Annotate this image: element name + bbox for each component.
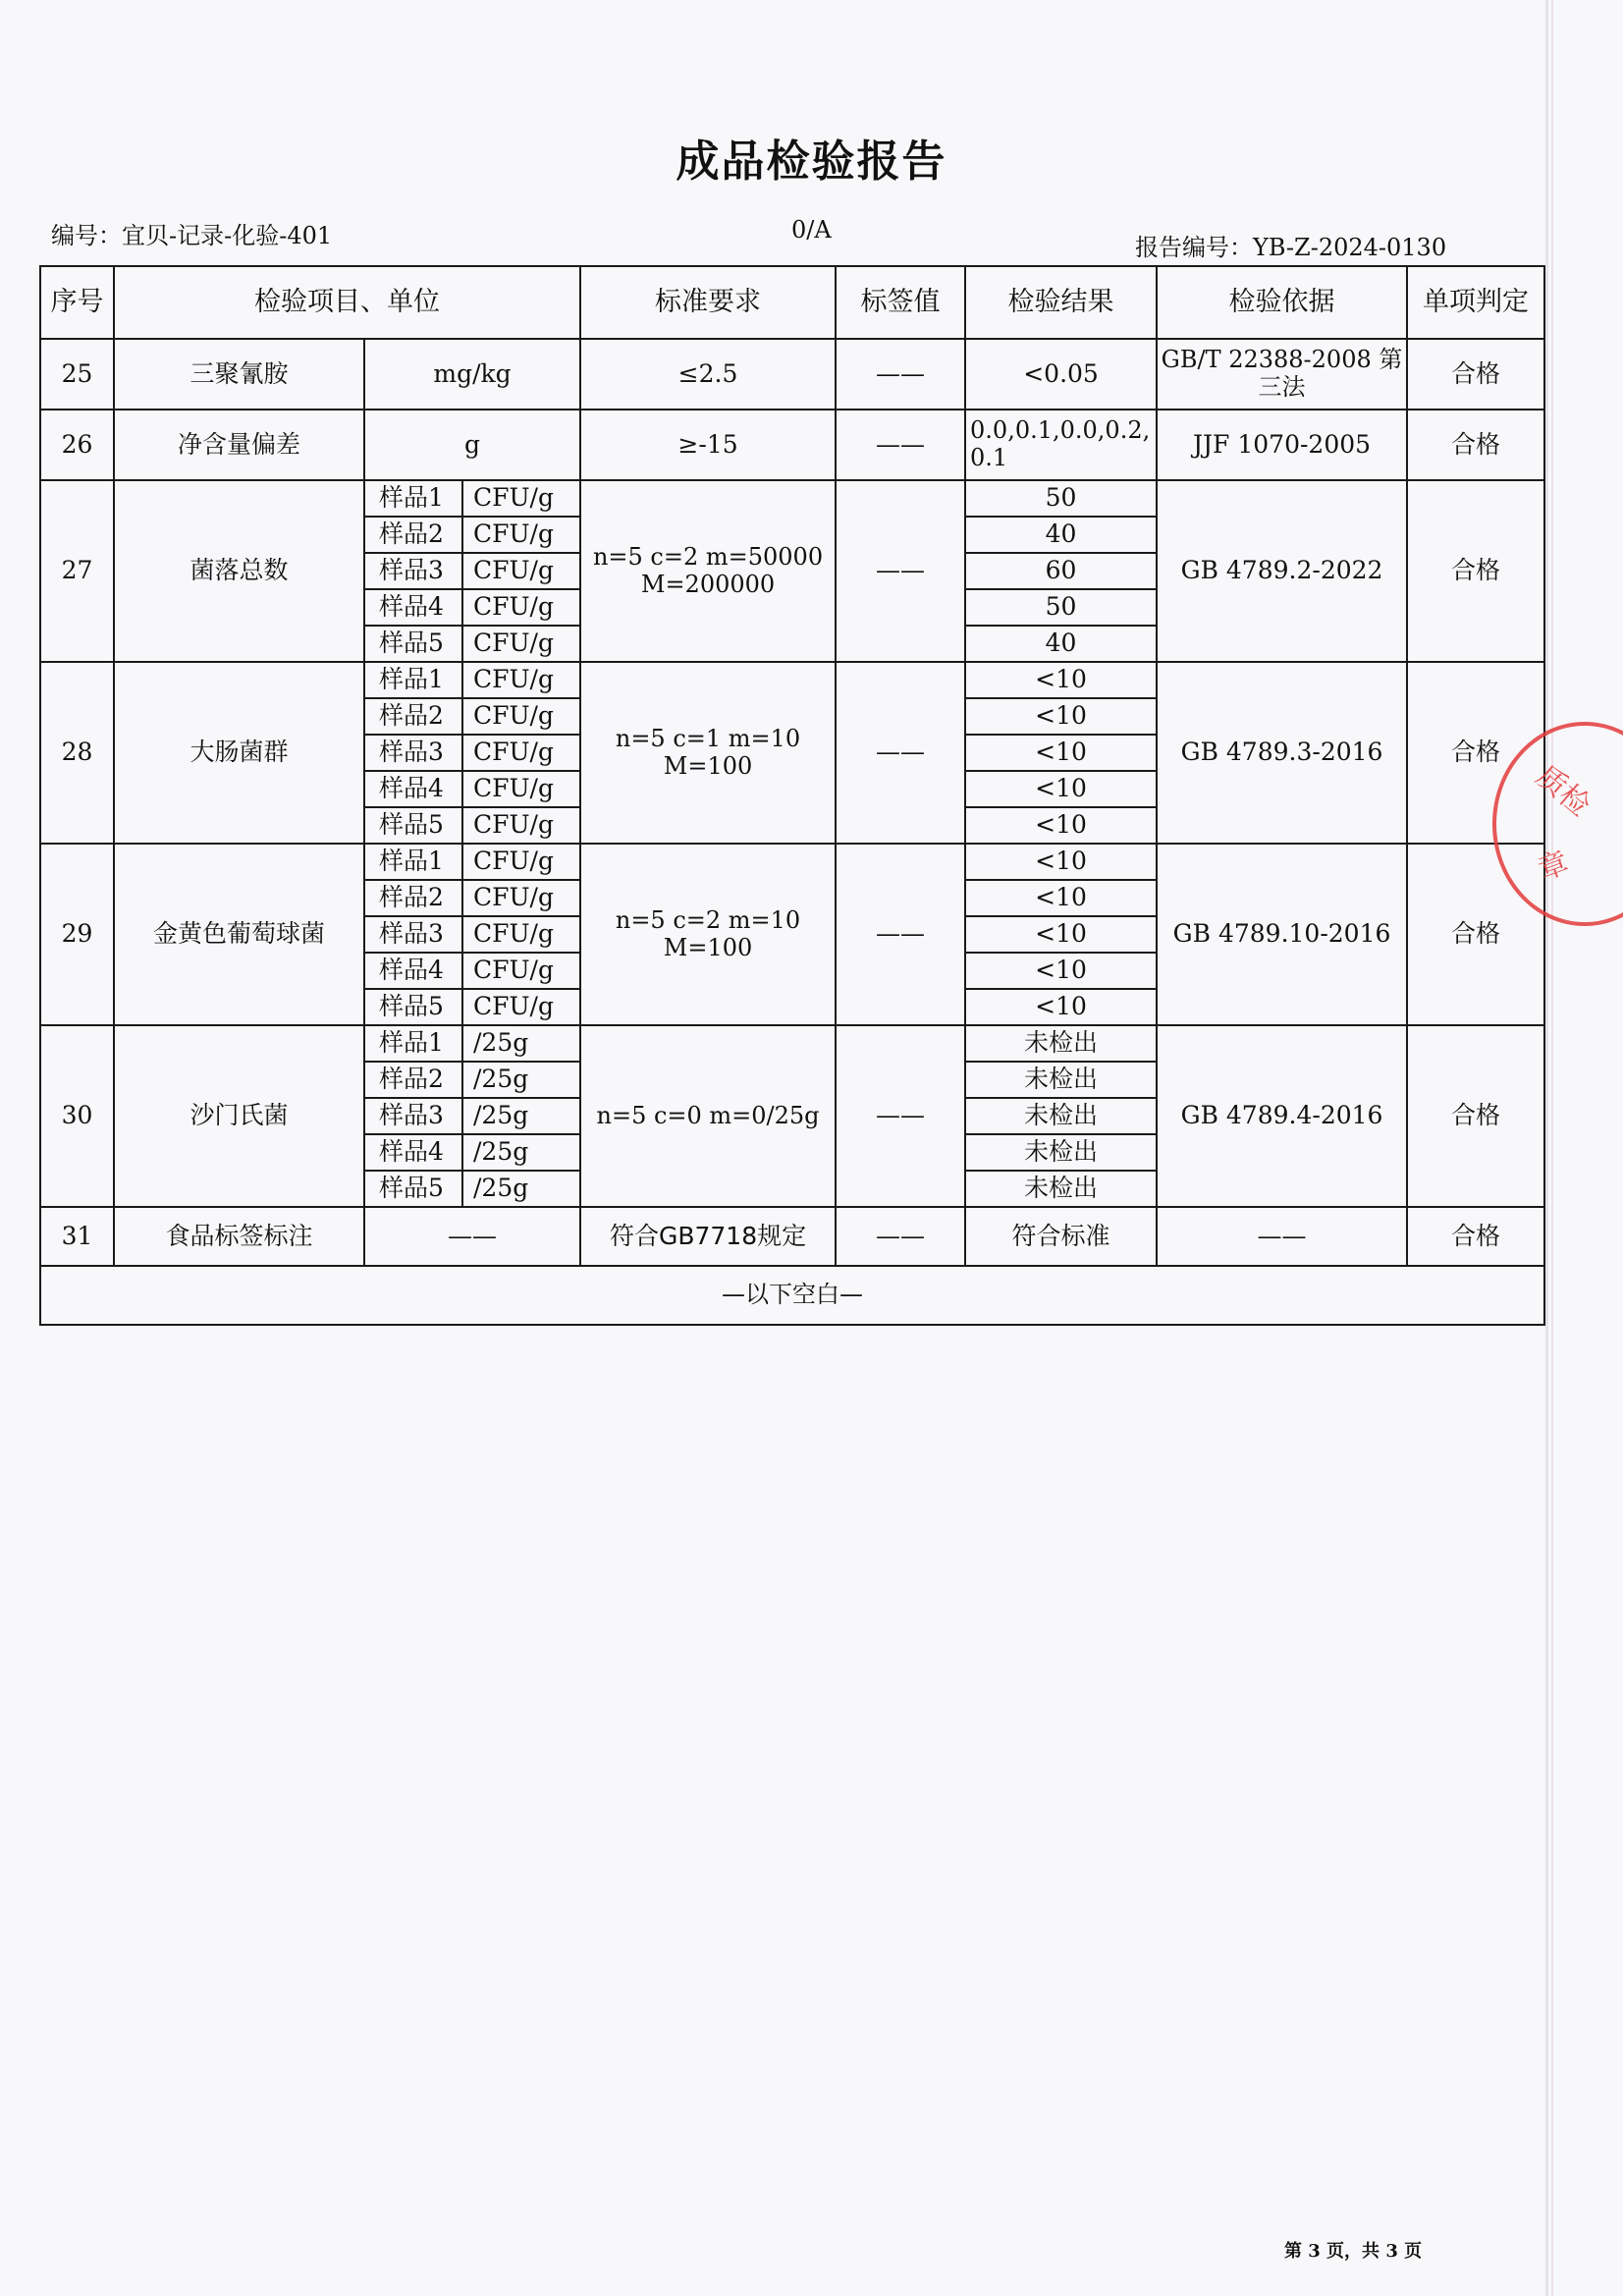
sample-unit: /25g: [462, 1025, 580, 1062]
sample-name: 样品1: [364, 1025, 462, 1062]
sample-result: 50: [965, 589, 1157, 626]
sample-result: 未检出: [965, 1171, 1157, 1207]
sample-name: 样品3: [364, 735, 462, 771]
sample-name: 样品5: [364, 626, 462, 662]
standard-requirement: ≥-15: [580, 410, 836, 480]
inspection-table: [39, 265, 1545, 1326]
sample-unit: CFU/g: [462, 989, 580, 1025]
standard-requirement: n=5 c=1 m=10 M=100: [580, 662, 836, 844]
sample-result: 未检出: [965, 1098, 1157, 1134]
verdict: 合格: [1407, 662, 1544, 844]
test-method: GB 4789.10-2016: [1157, 844, 1407, 1025]
verdict: 合格: [1407, 1207, 1544, 1266]
sample-name: 样品1: [364, 662, 462, 698]
label-value: ——: [836, 1207, 965, 1266]
sample-name: 样品2: [364, 1062, 462, 1098]
row-number: 27: [40, 480, 114, 662]
table-row: [40, 1025, 1544, 1062]
test-method: GB 4789.3-2016: [1157, 662, 1407, 844]
sample-result: 未检出: [965, 1025, 1157, 1062]
row-number: 31: [40, 1207, 114, 1266]
sample-unit: CFU/g: [462, 880, 580, 916]
sample-name: 样品3: [364, 1098, 462, 1134]
test-method: GB 4789.4-2016: [1157, 1025, 1407, 1207]
sample-unit: CFU/g: [462, 589, 580, 626]
table-row: [40, 1207, 1544, 1266]
standard-requirement: 符合GB7718规定: [580, 1207, 836, 1266]
sample-result: <10: [965, 698, 1157, 735]
sample-name: 样品1: [364, 844, 462, 880]
sample-unit: CFU/g: [462, 844, 580, 880]
test-item: 大肠菌群: [114, 662, 364, 844]
sample-result: 50: [965, 480, 1157, 517]
standard-requirement: n=5 c=2 m=50000 M=200000: [580, 480, 836, 662]
page-number: 第 3 页，共 3 页: [1284, 2241, 1423, 2262]
label-value: ——: [836, 339, 965, 410]
sample-unit: CFU/g: [462, 480, 580, 517]
sample-name: 样品5: [364, 989, 462, 1025]
sample-name: 样品4: [364, 1134, 462, 1171]
verdict: 合格: [1407, 410, 1544, 480]
test-item: 沙门氏菌: [114, 1025, 364, 1207]
sample-unit: CFU/g: [462, 698, 580, 735]
table-row: [40, 1266, 1544, 1325]
test-item: 净含量偏差: [114, 410, 364, 480]
sample-unit: CFU/g: [462, 916, 580, 953]
test-method: ——: [1157, 1207, 1407, 1266]
sample-name: 样品4: [364, 589, 462, 626]
sample-name: 样品2: [364, 880, 462, 916]
sample-unit: CFU/g: [462, 553, 580, 589]
sample-unit: /25g: [462, 1134, 580, 1171]
row-number: 26: [40, 410, 114, 480]
sample-result: 未检出: [965, 1062, 1157, 1098]
test-item: 金黄色葡萄球菌: [114, 844, 364, 1025]
table-row: [40, 410, 1544, 480]
sample-name: 样品4: [364, 771, 462, 807]
column-header: 检验依据: [1157, 266, 1407, 339]
label-value: ——: [836, 410, 965, 480]
sample-result: <10: [965, 844, 1157, 880]
sample-result: <10: [965, 807, 1157, 844]
column-header: 单项判定: [1407, 266, 1544, 339]
test-result: <0.05: [965, 339, 1157, 410]
column-header: 标签值: [836, 266, 965, 339]
stamp-text: 章: [1534, 845, 1574, 888]
verdict: 合格: [1407, 844, 1544, 1025]
sample-unit: /25g: [462, 1171, 580, 1207]
standard-requirement: n=5 c=2 m=10 M=100: [580, 844, 836, 1025]
row-number: 30: [40, 1025, 114, 1207]
test-result: 符合标准: [965, 1207, 1157, 1266]
verdict: 合格: [1407, 480, 1544, 662]
table-header-row: [40, 266, 1544, 339]
test-item: 菌落总数: [114, 480, 364, 662]
sample-result: <10: [965, 953, 1157, 989]
test-item: 食品标签标注: [114, 1207, 364, 1266]
column-header: 检验结果: [965, 266, 1157, 339]
scan-edge-line: [1545, 0, 1548, 2296]
row-number: 25: [40, 339, 114, 410]
sample-unit: /25g: [462, 1062, 580, 1098]
sample-result: 未检出: [965, 1134, 1157, 1171]
test-unit: ——: [364, 1207, 580, 1266]
sample-name: 样品3: [364, 916, 462, 953]
sample-name: 样品1: [364, 480, 462, 517]
sample-name: 样品2: [364, 698, 462, 735]
column-header: 检验项目、单位: [114, 266, 580, 339]
blank-below-note: —以下空白—: [40, 1266, 1544, 1325]
standard-requirement: n=5 c=0 m=0/25g: [580, 1025, 836, 1207]
row-number: 28: [40, 662, 114, 844]
sample-result: 40: [965, 517, 1157, 553]
test-method: GB/T 22388-2008 第三法: [1157, 339, 1407, 410]
sample-unit: CFU/g: [462, 662, 580, 698]
sample-result: 60: [965, 553, 1157, 589]
sample-unit: CFU/g: [462, 807, 580, 844]
sample-result: <10: [965, 771, 1157, 807]
sample-result: <10: [965, 662, 1157, 698]
sample-name: 样品5: [364, 807, 462, 844]
table-row: [40, 662, 1544, 698]
sample-result: <10: [965, 735, 1157, 771]
stamp-text: 质检: [1529, 758, 1596, 824]
test-unit: mg/kg: [364, 339, 580, 410]
test-method: JJF 1070-2005: [1157, 410, 1407, 480]
label-value: ——: [836, 480, 965, 662]
verdict: 合格: [1407, 1025, 1544, 1207]
column-header: 序号: [40, 266, 114, 339]
sample-name: 样品5: [364, 1171, 462, 1207]
scan-edge-line: [1551, 0, 1553, 2296]
label-value: ——: [836, 844, 965, 1025]
column-header: 标准要求: [580, 266, 836, 339]
record-number: 编号：宜贝-记录-化验-401: [51, 222, 333, 249]
sample-name: 样品3: [364, 553, 462, 589]
table-row: [40, 480, 1544, 517]
sample-result: 40: [965, 626, 1157, 662]
label-value: ——: [836, 662, 965, 844]
sample-unit: CFU/g: [462, 517, 580, 553]
version-number: 0/A: [791, 216, 832, 244]
label-value: ——: [836, 1025, 965, 1207]
test-method: GB 4789.2-2022: [1157, 480, 1407, 662]
sample-unit: CFU/g: [462, 953, 580, 989]
test-unit: g: [364, 410, 580, 480]
sample-unit: CFU/g: [462, 771, 580, 807]
table-row: [40, 844, 1544, 880]
standard-requirement: ≤2.5: [580, 339, 836, 410]
sample-result: <10: [965, 989, 1157, 1025]
sample-result: <10: [965, 880, 1157, 916]
test-item: 三聚氰胺: [114, 339, 364, 410]
sample-unit: /25g: [462, 1098, 580, 1134]
row-number: 29: [40, 844, 114, 1025]
sample-unit: CFU/g: [462, 735, 580, 771]
table-row: [40, 339, 1544, 410]
test-result: 0.0,0.1,0.0,0.2,0.1: [965, 410, 1157, 480]
sample-name: 样品4: [364, 953, 462, 989]
sample-unit: CFU/g: [462, 626, 580, 662]
report-number: 报告编号：YB-Z-2024-0130: [1135, 234, 1447, 261]
sample-result: <10: [965, 916, 1157, 953]
verdict: 合格: [1407, 339, 1544, 410]
report-title: 成品检验报告: [676, 137, 947, 187]
sample-name: 样品2: [364, 517, 462, 553]
